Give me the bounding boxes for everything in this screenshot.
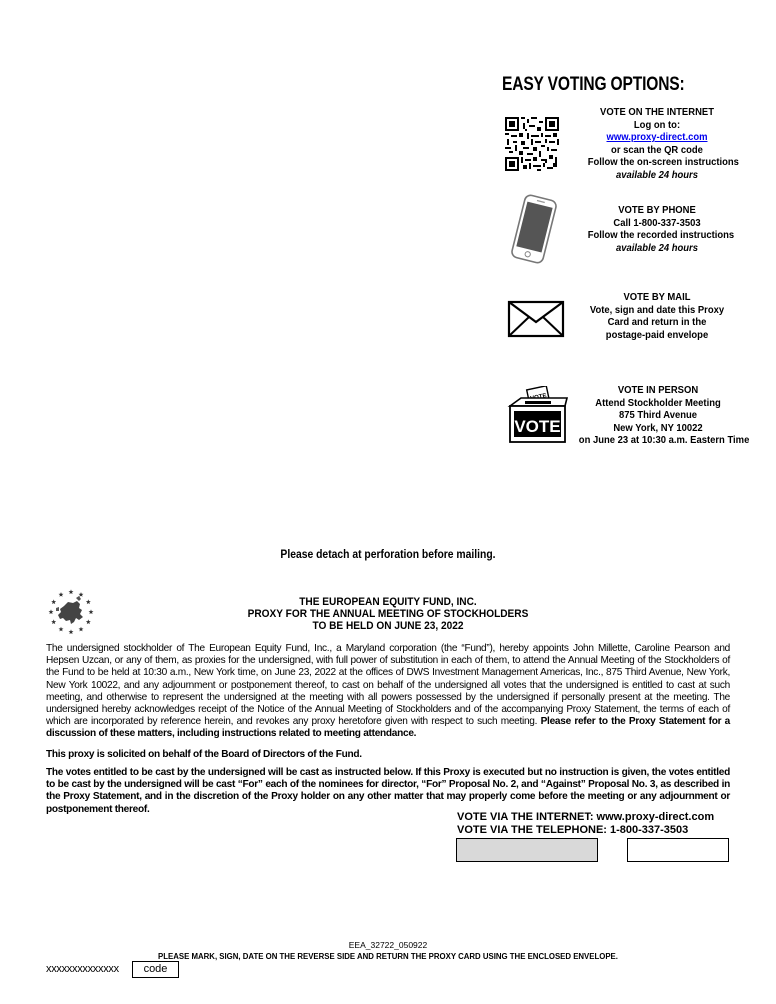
vote-person-option: [578, 384, 750, 447]
vote-phone-line2: Follow the recorded instructions: [587, 229, 735, 242]
qr-code-icon: [505, 117, 559, 171]
ballot-box-icon: [507, 386, 569, 446]
proxy-body-text: The undersigned stockholder of The European Equity Fund, Inc., a Maryland corporation (the “Fund”), hereby appoints John Millette, Caroline Pearson and Hepsen Uzcan, or any of them, as proxies for the undersigned, with full power of substitution in each of them, to attend the Annual Meeting of the Stockholders of the Fund to be held at 10:30 a.m., New York time, on June 23, 2022 at the offices of DWS Investment Management Americas, Inc., 875 Third Avenue, New York, New York 10022, and any adjournment or postponement thereof, to cast on behalf of the undersigned all votes that the undersigned is entitled to cast at such meeting, and otherwise to represent the undersigned at the meeting with all powers possessed by the undersigned if personally present at the meeting. The undersigned hereby acknowledges receipt of the Notice of the Annual Meeting of Stockholders and of the accompanying Proxy Statement, the terms of each of which are incorporated by reference herein, and revokes any proxy heretofore given with respect to such meeting.: [46, 643, 730, 728]
vote-internet-line2: or scan the QR code: [611, 143, 703, 156]
vote-internet-availability: available 24 hours: [616, 168, 698, 181]
vote-mail-line3: postage-paid envelope: [605, 328, 709, 341]
footer-instruction: PLEASE MARK, SIGN, DATE ON THE REVERSE SIDE AND RETURN THE PROXY CARD USING THE ENCLOSED ENVELOPE.: [158, 951, 618, 961]
logo-star: [69, 589, 74, 594]
vote-person-line2: 875 Third Avenue: [618, 409, 698, 422]
vote-person-line1: Attend Stockholder Meeting: [595, 396, 721, 409]
proxy-date-line: TO BE HELD ON JUNE 23, 2022: [312, 620, 464, 632]
phone-icon: [505, 193, 563, 265]
proxy-body-bold-text: Please refer to the Proxy Statement for a discussion of these matters, including instructions related to meeting attendance.: [46, 716, 730, 740]
vote-mail-line1: Vote, sign and date this Proxy: [589, 303, 725, 316]
document-code: EEA_32722_050922: [348, 940, 428, 950]
vote-phone-line1: Call 1-800-337-3503: [613, 216, 701, 229]
proxy-body-paragraph: [46, 643, 730, 741]
account-placeholder: xxxxxxxxxxxxxx: [46, 963, 119, 975]
vote-via-block: [457, 811, 714, 836]
vote-person-heading: VOTE IN PERSON: [617, 384, 699, 396]
easy-voting-title: EASY VOTING OPTIONS:: [502, 74, 685, 95]
vote-mail-option: [588, 291, 727, 341]
vote-person-line3: New York, NY 10022: [613, 421, 703, 434]
envelope-icon: [507, 300, 565, 338]
vote-via-internet: VOTE VIA THE INTERNET: www.proxy-direct.com: [457, 811, 715, 823]
proxy-heading: [31, 596, 745, 632]
control-number-box[interactable]: [456, 838, 598, 862]
proxy-solicited-text: This proxy is solicited on behalf of the Board of Directors of the Fund.: [46, 749, 362, 760]
vote-phone-option: [587, 204, 735, 254]
vote-via-telephone: VOTE VIA THE TELEPHONE: 1-800-337-3503: [457, 823, 689, 836]
security-code-box[interactable]: [627, 838, 729, 862]
vote-phone-heading: VOTE BY PHONE: [618, 204, 696, 216]
vote-person-line4: on June 23 at 10:30 a.m. Eastern Time: [578, 434, 750, 447]
detach-notice: Please detach at perforation before mailing.: [280, 549, 496, 561]
vote-mail-heading: VOTE BY MAIL: [623, 291, 691, 303]
vote-mail-line2: Card and return in the: [607, 316, 707, 329]
vote-internet-line1: Log on to:: [633, 118, 681, 131]
proxy-votes-instructions: The votes entitled to be cast by the undersigned will be cast as instructed below. If this Proxy is executed but no instruction is given, the votes entitled to be cast by the undersigned will be cast “For” each of the nominees for director, “For” Proposal No. 2, and “Against” Proposal No. 3, as described in the Proxy Statement, and in the discretion of the Proxy holder on any other matter that may properly come before the meeting or any adjournment or postponement thereof.: [46, 767, 730, 815]
code-box: code: [132, 961, 179, 978]
vote-internet-line3: Follow the on-screen instructions: [587, 156, 739, 169]
vote-internet-heading: VOTE ON THE INTERNET: [600, 106, 714, 118]
proxy-title: PROXY FOR THE ANNUAL MEETING OF STOCKHOLDERS: [247, 608, 529, 620]
vote-phone-availability: available 24 hours: [616, 241, 698, 254]
vote-internet-option: [587, 106, 739, 182]
fund-name: THE EUROPEAN EQUITY FUND, INC.: [299, 596, 477, 608]
proxy-direct-link[interactable]: www.proxy-direct.com: [606, 131, 708, 144]
ballot-box-label: VOTE: [514, 417, 561, 436]
